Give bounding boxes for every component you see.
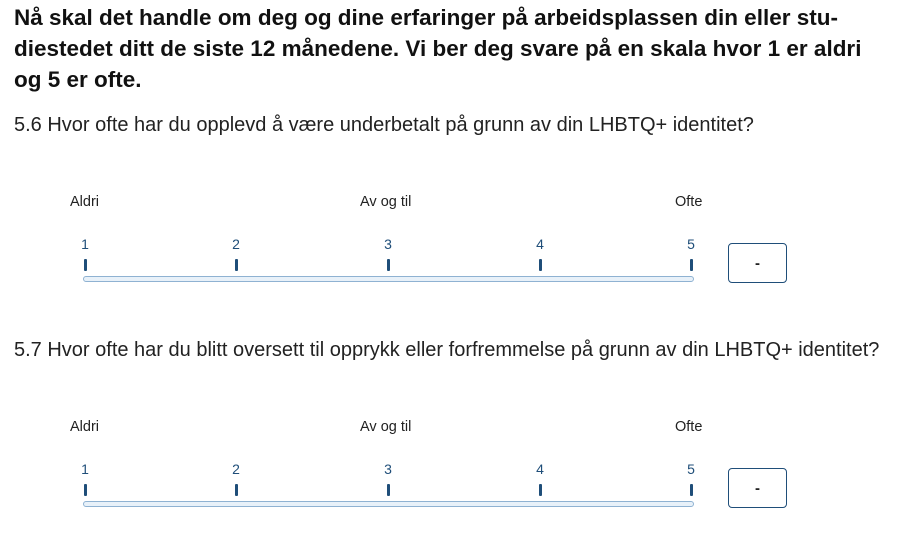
scale-point-4-label[interactable]: 4	[536, 461, 544, 477]
scale-tick-1[interactable]	[84, 259, 87, 271]
scale-anchor-mid: Av og til	[360, 419, 412, 435]
scale-tick-4[interactable]	[539, 484, 542, 496]
slider-track[interactable]	[83, 276, 694, 282]
rating-scale-5-6	[0, 190, 900, 300]
scale-tick-5[interactable]	[690, 259, 693, 271]
scale-point-3-label[interactable]: 3	[384, 461, 392, 477]
selected-value-box[interactable]: -	[728, 468, 787, 508]
slider-track[interactable]	[83, 501, 694, 507]
scale-tick-3[interactable]	[387, 259, 390, 271]
scale-anchor-high: Ofte	[675, 419, 703, 435]
scale-tick-3[interactable]	[387, 484, 390, 496]
scale-point-3-label[interactable]: 3	[384, 236, 392, 252]
scale-tick-4[interactable]	[539, 259, 542, 271]
question-5-6-text: 5.6 Hvor ofte har du opplevd å være underbetalt på grunn av din LHBTQ+ identitet?	[14, 114, 754, 136]
scale-point-1-label[interactable]: 1	[81, 236, 89, 252]
scale-point-5-label[interactable]: 5	[687, 236, 695, 252]
scale-point-4-label[interactable]: 4	[536, 236, 544, 252]
scale-tick-2[interactable]	[235, 484, 238, 496]
scale-tick-1[interactable]	[84, 484, 87, 496]
scale-anchor-low: Aldri	[70, 194, 100, 210]
scale-point-5-label[interactable]: 5	[687, 461, 695, 477]
scale-anchor-low: Aldri	[70, 419, 100, 435]
scale-tick-2[interactable]	[235, 259, 238, 271]
scale-point-2-label[interactable]: 2	[232, 461, 240, 477]
scale-anchor-high: Ofte	[675, 194, 703, 210]
scale-tick-5[interactable]	[690, 484, 693, 496]
rating-scale-5-7	[0, 415, 900, 525]
selected-value-box[interactable]: -	[728, 243, 787, 283]
section-intro: Nå skal det handle om deg og dine erfaringer på arbeidsplassen din eller stu-diestedet ditt de siste 12 månedene. Vi ber deg svare på en skala hvor 1 er aldri og 5 er ofte.	[14, 5, 862, 92]
scale-anchor-mid: Av og til	[360, 194, 412, 210]
scale-point-1-label[interactable]: 1	[81, 461, 89, 477]
question-5-7-text: 5.7 Hvor ofte har du blitt oversett til opprykk eller forfremmelse på grunn av din LHBTQ+ identitet?	[14, 339, 880, 361]
scale-point-2-label[interactable]: 2	[232, 236, 240, 252]
